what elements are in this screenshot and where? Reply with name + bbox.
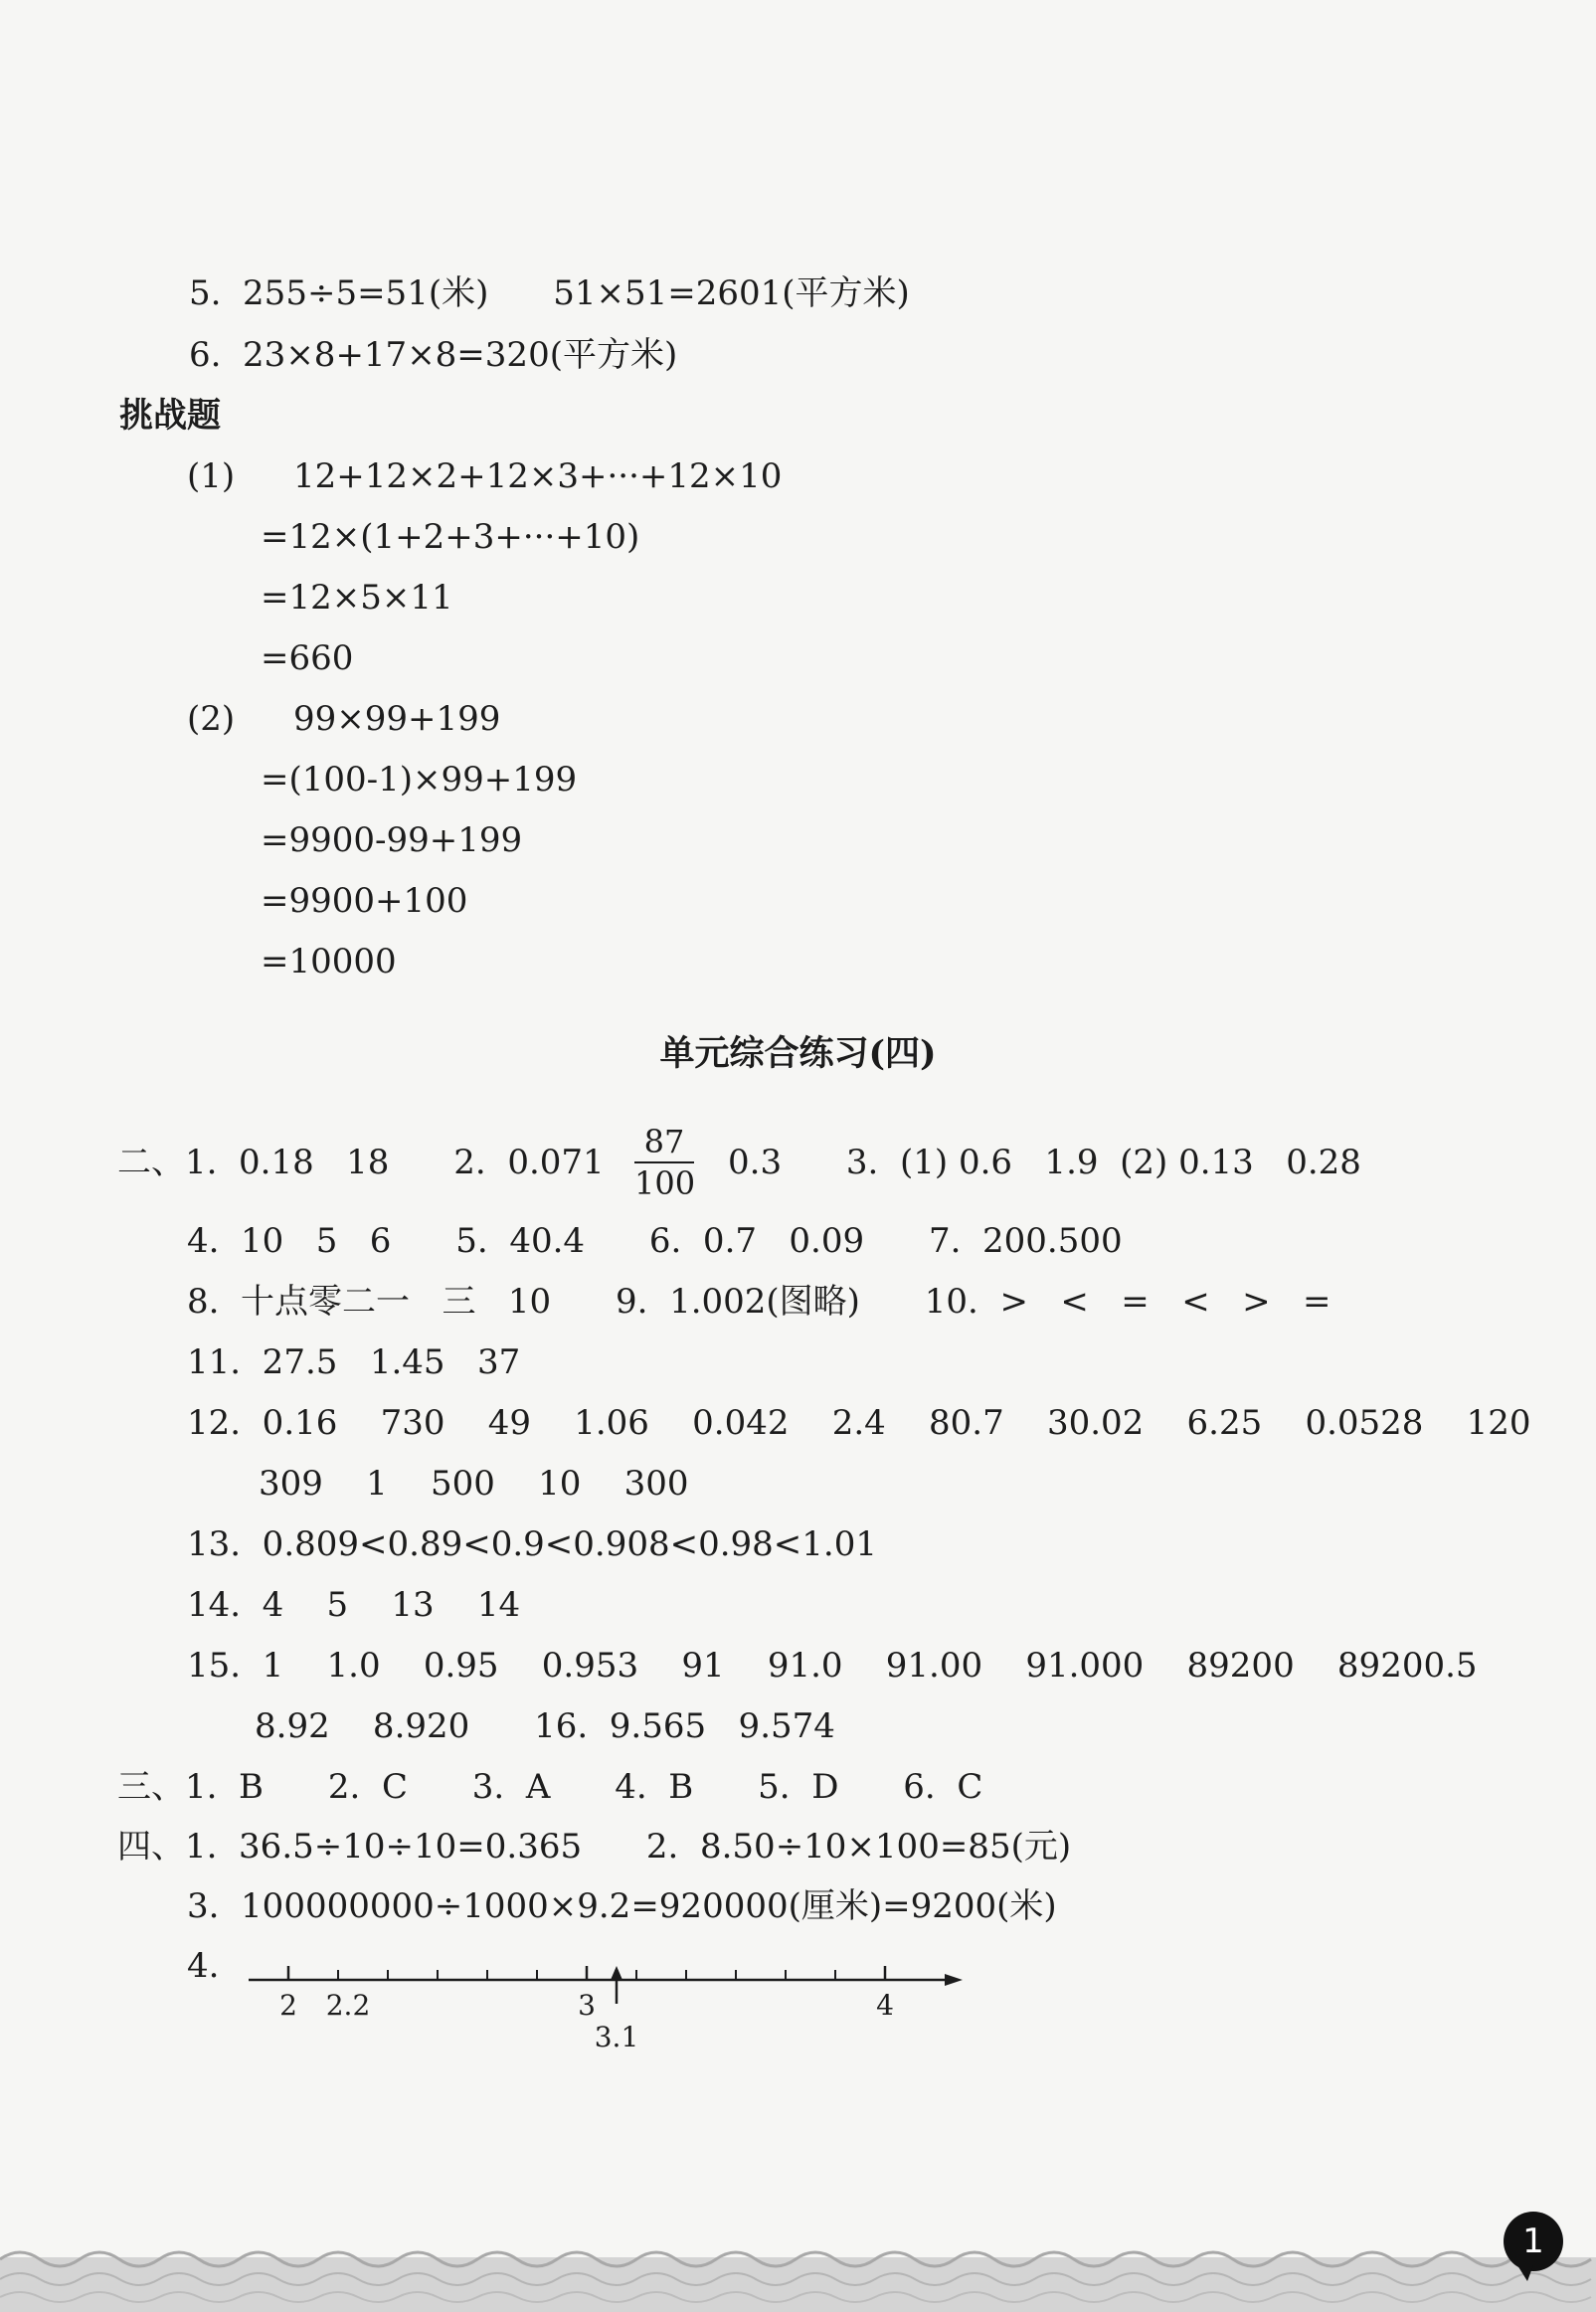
page-number-badge: 1 — [1504, 2212, 1563, 2271]
fraction-denominator: 100 — [634, 1164, 696, 1202]
problem-2-line: =9900+100 — [261, 881, 468, 921]
problem-2-label: (2) — [187, 699, 236, 739]
answer-row: 8. 十点零二一 三 10 9. 1.002(图略) 10. > < = < > = — [187, 1282, 1331, 1322]
label-2: 2 — [279, 1989, 297, 2022]
problem-2-line: =10000 — [261, 942, 397, 981]
problem-2-line: =(100-1)×99+199 — [261, 760, 578, 800]
label-3: 3 — [578, 1989, 596, 2022]
problem-2-line: 99×99+199 — [293, 699, 501, 739]
marker-3-1-arrowhead — [611, 1966, 622, 1980]
answer-row: 二、1. 0.18 18 2. 0.071 — [117, 1143, 605, 1182]
answer-row: 309 1 500 10 300 — [259, 1464, 689, 1504]
answer-row: 4. 10 5 6 5. 40.4 6. 0.7 0.09 7. 200.500 — [187, 1221, 1123, 1261]
label-4: 4 — [876, 1989, 894, 2022]
answer-row: 3. 100000000÷1000×9.2=920000(厘米)=9200(米) — [187, 1886, 1057, 1926]
problem-1-line: =660 — [261, 638, 354, 678]
answer-row: 三、1. B 2. C 3. A 4. B 5. D 6. C — [117, 1767, 983, 1807]
answer-line-5: 5. 255÷5=51(米) 51×51=2601(平方米) — [189, 273, 910, 313]
number-line-ticks — [288, 1966, 885, 1980]
problem-1-line: 12+12×2+12×3+···+12×10 — [293, 456, 783, 496]
number-line-arrow — [945, 1974, 963, 1986]
answer-line-6: 6. 23×8+17×8=320(平方米) — [189, 335, 678, 375]
answer-row: 14. 4 5 13 14 — [187, 1585, 521, 1625]
label-2-2: 2.2 — [325, 1989, 371, 2022]
number-line — [249, 1944, 984, 2063]
unit-title: 单元综合练习(四) — [659, 1033, 937, 1074]
answer-row: 0.3 3. (1) 0.6 1.9 (2) 0.13 0.28 — [728, 1143, 1361, 1182]
problem-1-line: =12×5×11 — [261, 578, 453, 618]
problem-2-line: =9900-99+199 — [261, 820, 523, 860]
wave-band — [0, 2257, 1596, 2312]
answer-row: 12. 0.16 730 49 1.06 0.042 2.4 80.7 30.02 6.25 0.0528 120 — [187, 1403, 1531, 1443]
fraction — [634, 1124, 694, 1201]
challenge-title: 挑战题 — [119, 396, 221, 436]
answer-row: 四、1. 36.5÷10÷10=0.365 2. 8.50÷10×100=85(元) — [117, 1827, 1072, 1867]
fraction-numerator: 87 — [643, 1123, 685, 1160]
problem-1-line: =12×(1+2+3+···+10) — [261, 517, 640, 557]
answer-row: 13. 0.809<0.89<0.9<0.908<0.98<1.01 — [187, 1524, 877, 1564]
wave-footer — [0, 2237, 1596, 2312]
answer-row: 15. 1 1.0 0.95 0.953 91 91.0 91.00 91.000 89200 89200.5 — [187, 1646, 1478, 1686]
fraction-bar — [634, 1161, 694, 1163]
problem-1-label: (1) — [187, 456, 236, 496]
answer-row: 11. 27.5 1.45 37 — [187, 1342, 521, 1382]
label-3-1: 3.1 — [594, 2021, 639, 2053]
answer-row: 4. — [187, 1946, 220, 1986]
answer-row: 8.92 8.920 16. 9.565 9.574 — [255, 1706, 835, 1746]
